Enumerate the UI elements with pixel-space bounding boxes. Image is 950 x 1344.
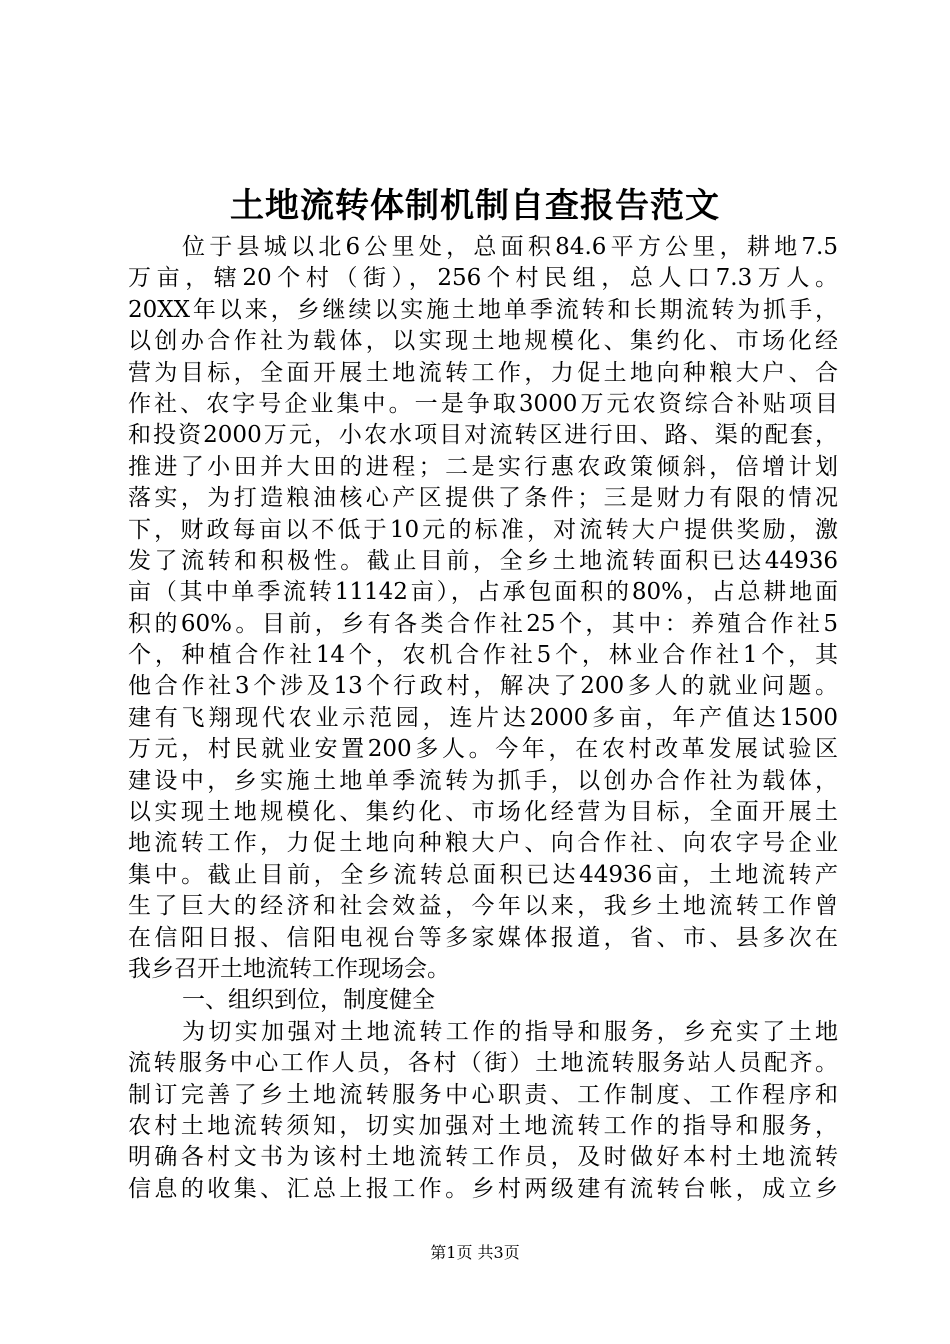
document-title: 土地流转体制机制自查报告范文 (230, 186, 720, 226)
paragraph-line: 地流转工作，力促土地向种粮大户、向合作社、向农字号企业 (128, 830, 838, 857)
paragraph-line: 信息的收集、汇总上报工作。乡村两级建有流转台帐，成立乡 (128, 1175, 838, 1202)
document-body (128, 232, 838, 1205)
paragraph-line: 我乡召开土地流转工作现场会。 (128, 955, 450, 982)
paragraph-line: 生了巨大的经济和社会效益，今年以来，我乡土地流转工作曾 (128, 893, 838, 920)
paragraph-line: 建有飞翔现代农业示范园，连片达2000多亩，年产值达1500 (128, 704, 838, 731)
paragraph-line: 制订完善了乡土地流转服务中心职责、工作制度、工作程序和 (128, 1081, 838, 1108)
paragraph-line: 推进了小田并大田的进程；二是实行惠农政策倾斜，倍增计划 (128, 453, 838, 480)
paragraph-line: 建设中，乡实施土地单季流转为抓手，以创办合作社为载体， (128, 767, 838, 794)
paragraph-line: 以创办合作社为载体，以实现土地规模化、集约化、市场化经 (128, 328, 838, 355)
paragraph-line: 个，种植合作社14个，农机合作社5个，林业合作社1个，其 (128, 642, 838, 669)
paragraph-line: 以实现土地规模化、集约化、市场化经营为目标，全面开展土 (128, 799, 838, 826)
paragraph-line: 20XX年以来，乡继续以实施土地单季流转和长期流转为抓手， (128, 296, 838, 323)
paragraph-line: 农村土地流转须知，切实加强对土地流转工作的指导和服务， (128, 1112, 838, 1139)
paragraph-line: 和投资2000万元，小农水项目对流转区进行田、路、渠的配套， (128, 422, 838, 449)
paragraph-line: 为切实加强对土地流转工作的指导和服务，乡充实了土地 (182, 1018, 838, 1045)
section-heading: 一、组织到位，制度健全 (182, 987, 435, 1014)
page-number: 第1页 共3页 (430, 1243, 520, 1262)
paragraph-line: 万亩，辖20个村（街），256个村民组，总人口7.3万人。 (128, 265, 838, 292)
paragraph-line: 营为目标，全面开展土地流转工作，力促土地向种粮大户、合 (128, 359, 838, 386)
paragraph-line: 在信阳日报、信阳电视台等多家媒体报道，省、市、县多次在 (128, 924, 838, 951)
paragraph-line: 他合作社3个涉及13个行政村，解决了200多人的就业问题。 (128, 673, 838, 700)
paragraph-line: 发了流转和积极性。截止目前，全乡土地流转面积已达44936 (128, 547, 838, 574)
paragraph-line: 明确各村文书为该村土地流转工作员，及时做好本村土地流转 (128, 1144, 838, 1171)
paragraph-line: 位于县城以北6公里处，总面积84.6平方公里，耕地7.5 (182, 234, 838, 260)
paragraph-line: 万元，村民就业安置200多人。今年，在农村改革发展试验区 (128, 736, 838, 763)
paragraph-line: 落实，为打造粮油核心产区提供了条件；三是财力有限的情况 (128, 485, 838, 512)
paragraph-line: 流转服务中心工作人员，各村（街）土地流转服务站人员配齐。 (128, 1050, 838, 1077)
paragraph-line: 集中。截止目前，全乡流转总面积已达44936亩，土地流转产 (128, 861, 838, 888)
paragraph-line: 亩（其中单季流转11142亩），占承包面积的80%，占总耕地面 (128, 579, 838, 606)
paragraph-line: 作社、农字号企业集中。一是争取3000万元农资综合补贴项目 (128, 390, 838, 417)
paragraph-line: 下，财政每亩以不低于10元的标准，对流转大户提供奖励，激 (128, 516, 838, 543)
paragraph-line: 积的60%。目前，乡有各类合作社25个，其中：养殖合作社5 (128, 610, 838, 637)
